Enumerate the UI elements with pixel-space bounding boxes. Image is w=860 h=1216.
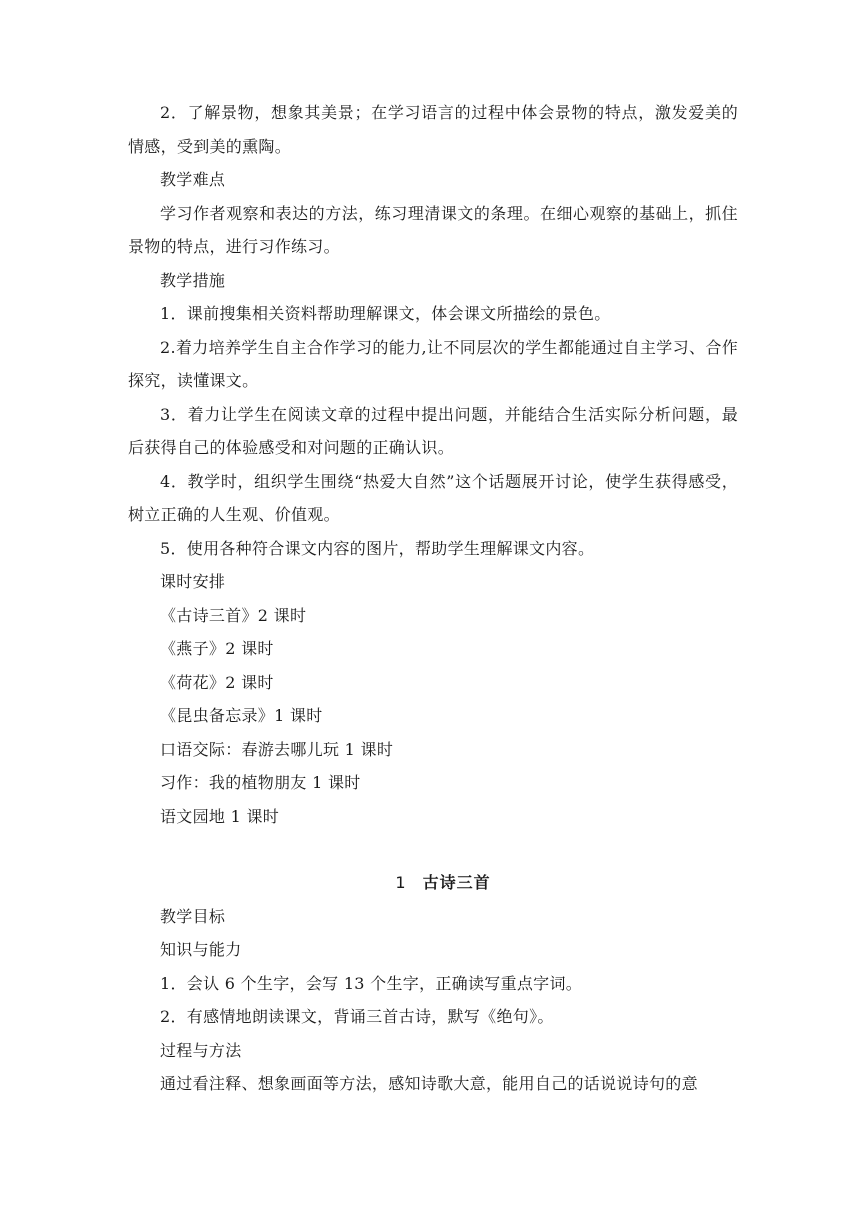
lesson-title-text: 古诗三首 (422, 873, 491, 892)
schedule-item-4: 《昆虫备忘录》1 课时 (160, 706, 323, 725)
section-spacer (128, 833, 738, 866)
measure-item-4: 4．教学时，组织学生围绕“热爱大自然”这个话题展开讨论，使学生获得感受，树立正确的人生观、价值观。 (128, 471, 738, 524)
schedule-item-5: 口语交际：春游去哪儿玩 1 课时 (160, 739, 394, 759)
difficulty-heading: 教学难点 (160, 170, 226, 189)
schedule-item-2: 《燕子》2 课时 (160, 639, 274, 658)
schedule-item-3: 《荷花》2 课时 (160, 672, 274, 692)
lesson-number: 1 (395, 873, 407, 892)
knowledge-item-2: 2．有感情地朗读课文，背诵三首古诗，默写《绝句》。 (160, 1007, 554, 1026)
document-page (128, 96, 738, 1101)
objectives-heading: 教学目标 (160, 906, 226, 926)
process-paragraph: 通过看注释、想象画面等方法，感知诗歌大意，能用自己的话说说诗句的意 (160, 1074, 698, 1093)
goal-paragraph-2: 2．了解景物，想象其美景；在学习语言的过程中体会景物的特点，激发爱美的情感，受到美的熏陶。 (128, 103, 738, 156)
lesson-title (128, 866, 738, 900)
schedule-item-1: 《古诗三首》2 课时 (160, 605, 307, 625)
measure-item-3: 3．着力让学生在阅读文章的过程中提出问题，并能结合生活实际分析问题，最后获得自己的体验感受和对问题的正确认识。 (128, 404, 738, 457)
difficulty-paragraph: 学习作者观察和表达的方法，练习理清课文的条理。在细心观察的基础上，抓住景物的特点，进行习作练习。 (128, 203, 738, 256)
schedule-heading: 课时安排 (160, 572, 226, 591)
schedule-item-7: 语文园地 1 课时 (160, 806, 280, 826)
knowledge-heading: 知识与能力 (160, 940, 242, 959)
schedule-item-6: 习作：我的植物朋友 1 课时 (160, 773, 361, 792)
measure-item-1: 1．课前搜集相关资料帮助理解课文，体会课文所描绘的景色。 (160, 304, 611, 323)
measure-item-5: 5．使用各种符合课文内容的图片，帮助学生理解课文内容。 (160, 538, 595, 558)
measure-item-2: 2.着力培养学生自主合作学习的能力,让不同层次的学生都能通过自主学习、合作探究，读懂课文。 (128, 337, 738, 390)
knowledge-item-1: 1．会认 6 个生字，会写 13 个生字，正确读写重点字词。 (160, 973, 583, 993)
measures-heading: 教学措施 (160, 270, 226, 290)
process-heading: 过程与方法 (160, 1040, 242, 1060)
